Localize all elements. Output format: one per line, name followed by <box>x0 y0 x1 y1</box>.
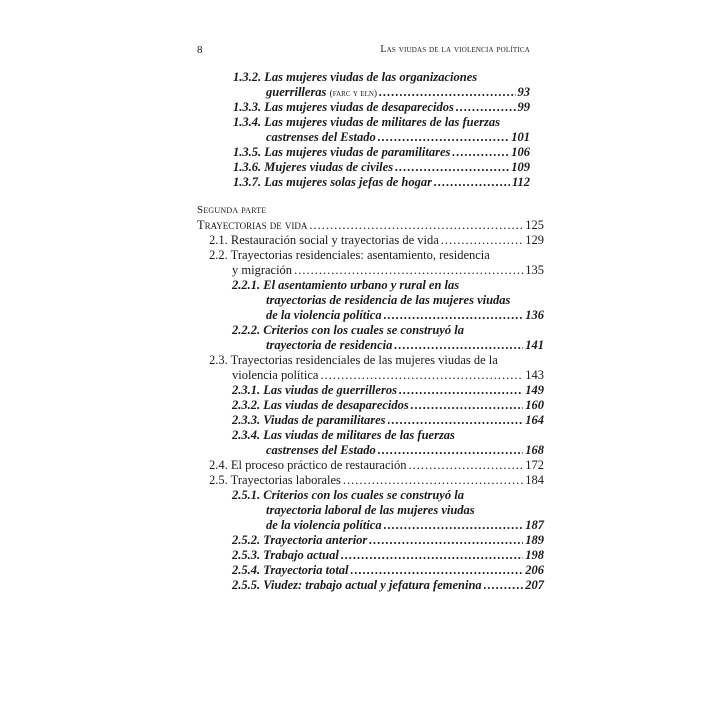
toc-page-number: 93 <box>517 85 530 99</box>
toc-entry-1-3-2-line2: guerrilleras <box>266 85 327 99</box>
toc-entry-2-2-2-line1: 2.2.2. Criterios con los cuales se construyó la <box>232 323 464 337</box>
toc-entry-2-5 <box>209 473 544 488</box>
toc-entry-text: castrenses del Estado <box>266 130 376 144</box>
toc-page-number: 168 <box>525 443 544 457</box>
toc-entry-1-3-2-abbr: (farc y eln) <box>329 89 378 99</box>
toc-entry-text: 1.3.5. Las mujeres viudas de paramilitares <box>233 145 451 159</box>
leader-dots <box>409 458 524 473</box>
leader-dots <box>411 398 524 413</box>
toc-page-number: 184 <box>525 473 544 487</box>
toc-page-number: 207 <box>525 578 544 592</box>
page-number: 8 <box>197 44 203 56</box>
toc-entry-2-3-line1: 2.3. Trayectorias residenciales de las mujeres viudas de la <box>209 353 498 367</box>
toc-entry-text: de la violencia política <box>266 308 382 322</box>
toc-entry-2-5-4 <box>232 563 544 578</box>
leader-dots <box>320 368 523 383</box>
leader-dots <box>378 130 510 145</box>
leader-dots <box>343 473 523 488</box>
toc-page-number: 160 <box>525 398 544 412</box>
leader-dots <box>351 563 524 578</box>
toc-entry-2-2-1-line2: trayectorias de residencia de las mujeres viudas <box>266 293 511 307</box>
leader-dots <box>395 160 509 175</box>
toc-page-number: 112 <box>511 175 530 189</box>
leader-dots <box>441 233 523 248</box>
toc-entry-text: 2.5.4. Trayectoria total <box>232 563 349 577</box>
toc-entry-text: 1.3.3. Las mujeres viudas de desaparecidos <box>233 100 454 114</box>
toc-entry-1-3-4 <box>266 130 530 145</box>
toc-entry-1-3-4-line1: 1.3.4. Las mujeres viudas de militares de las fuerzas <box>233 115 501 129</box>
toc-entry-2-4 <box>209 458 544 473</box>
toc-entry-1-3-2-line1: 1.3.2. Las mujeres viudas de las organizaciones <box>233 70 478 84</box>
toc-entry-text: 2.3.2. Las viudas de desaparecidos <box>232 398 409 412</box>
toc-entry-text: Trayectorias de vida <box>197 218 308 232</box>
leader-dots <box>379 85 515 100</box>
leader-dots <box>384 518 524 533</box>
toc-entry-2-3-2 <box>232 398 544 413</box>
toc-page-number: 129 <box>525 233 544 247</box>
toc-entry-2-2-1-line1: 2.2.1. El asentamiento urbano y rural en las <box>232 278 460 292</box>
toc-entry-2-5-1-line1: 2.5.1. Criterios con los cuales se construyó la <box>232 488 464 502</box>
leader-dots <box>484 578 524 593</box>
toc-entry-text: 2.3.3. Viudas de paramilitares <box>232 413 386 427</box>
leader-dots <box>369 533 523 548</box>
toc-entry-2-5-5 <box>232 578 544 593</box>
leader-dots <box>384 308 524 323</box>
toc-page-number: 135 <box>525 263 544 277</box>
toc-entry-2-3-4-line1: 2.3.4. Las viudas de militares de las fuerzas <box>232 428 455 442</box>
toc-entry-text: y migración <box>232 263 293 277</box>
toc-entry-text: trayectoria de residencia <box>266 338 393 352</box>
toc-entry-trayectorias-de-vida <box>197 218 544 233</box>
toc-entry-1-3-5 <box>233 145 530 160</box>
toc-entry-2-3-3 <box>232 413 544 428</box>
toc-entry-text: violencia política <box>232 368 319 382</box>
toc-entry-text: 1.3.6. Mujeres viudas de civiles <box>233 160 394 174</box>
running-title: Las viudas de la violencia política <box>380 44 530 55</box>
toc-page-number: 141 <box>525 338 544 352</box>
toc-entry-1-3-7 <box>233 175 530 190</box>
toc-page-number: 198 <box>525 548 544 562</box>
toc-entry-2-2-2 <box>266 338 544 353</box>
toc-entry-2-5-3 <box>232 548 544 563</box>
leader-dots <box>341 548 523 563</box>
part-label: Segunda parte <box>197 204 267 216</box>
toc-page-number: 106 <box>511 145 530 159</box>
toc-entry-text: 2.5.5. Viudez: trabajo actual y jefatura femenina <box>232 578 482 592</box>
page-header <box>197 44 530 58</box>
leader-dots <box>456 100 516 115</box>
toc-page-number: 164 <box>525 413 544 427</box>
toc-entry-text: 2.5.2. Trayectoria anterior <box>232 533 368 547</box>
leader-dots <box>309 218 523 233</box>
toc-page-number: 149 <box>525 383 544 397</box>
toc-page-number: 99 <box>517 100 530 114</box>
leader-dots <box>294 263 523 278</box>
toc-entry-2-3-1 <box>232 383 544 398</box>
toc-page-number: 206 <box>525 563 544 577</box>
toc-entry-2-1 <box>209 233 544 248</box>
toc-entry-text: 2.1. Restauración social y trayectorias de vida <box>209 233 439 247</box>
toc-entry-2-3-4 <box>266 443 544 458</box>
toc-page-number: 172 <box>525 458 544 472</box>
leader-dots <box>394 338 523 353</box>
toc-entry-text: de la violencia política <box>266 518 382 532</box>
toc-page-number: 136 <box>525 308 544 322</box>
leader-dots <box>399 383 523 398</box>
toc-entry-text: castrenses del Estado <box>266 443 376 457</box>
toc-entry-text: 2.4. El proceso práctico de restauración <box>209 458 407 472</box>
toc-entry-1-3-3 <box>233 100 530 115</box>
toc-entry-text: 2.3.1. Las viudas de guerrilleros <box>232 383 397 397</box>
toc-entry-text: 1.3.7. Las mujeres solas jefas de hogar <box>233 175 432 189</box>
toc-entry-2-2 <box>232 263 544 278</box>
leader-dots <box>378 443 524 458</box>
toc-entry-2-5-1 <box>266 518 544 533</box>
leader-dots <box>452 145 509 160</box>
toc-entry-2-3 <box>232 368 544 383</box>
toc-entry-2-2-1 <box>266 308 544 323</box>
toc-entry-2-2-line1: 2.2. Trayectorias residenciales: asentamiento, residencia <box>209 248 490 262</box>
toc-page-number: 143 <box>525 368 544 382</box>
toc-page-number: 125 <box>525 218 544 232</box>
leader-dots <box>434 175 510 190</box>
toc-entry-2-5-1-line2: trayectoria laboral de las mujeres viudas <box>266 503 475 517</box>
toc-page-number: 187 <box>525 518 544 532</box>
toc-page-number: 101 <box>511 130 530 144</box>
leader-dots <box>388 413 524 428</box>
toc-page-number: 109 <box>511 160 530 174</box>
toc-page-number: 189 <box>525 533 544 547</box>
toc-entry-2-5-2 <box>232 533 544 548</box>
toc-entry-text: 2.5. Trayectorias laborales <box>209 473 341 487</box>
toc-entry-text: 2.5.3. Trabajo actual <box>232 548 339 562</box>
toc-entry-1-3-6 <box>233 160 530 175</box>
